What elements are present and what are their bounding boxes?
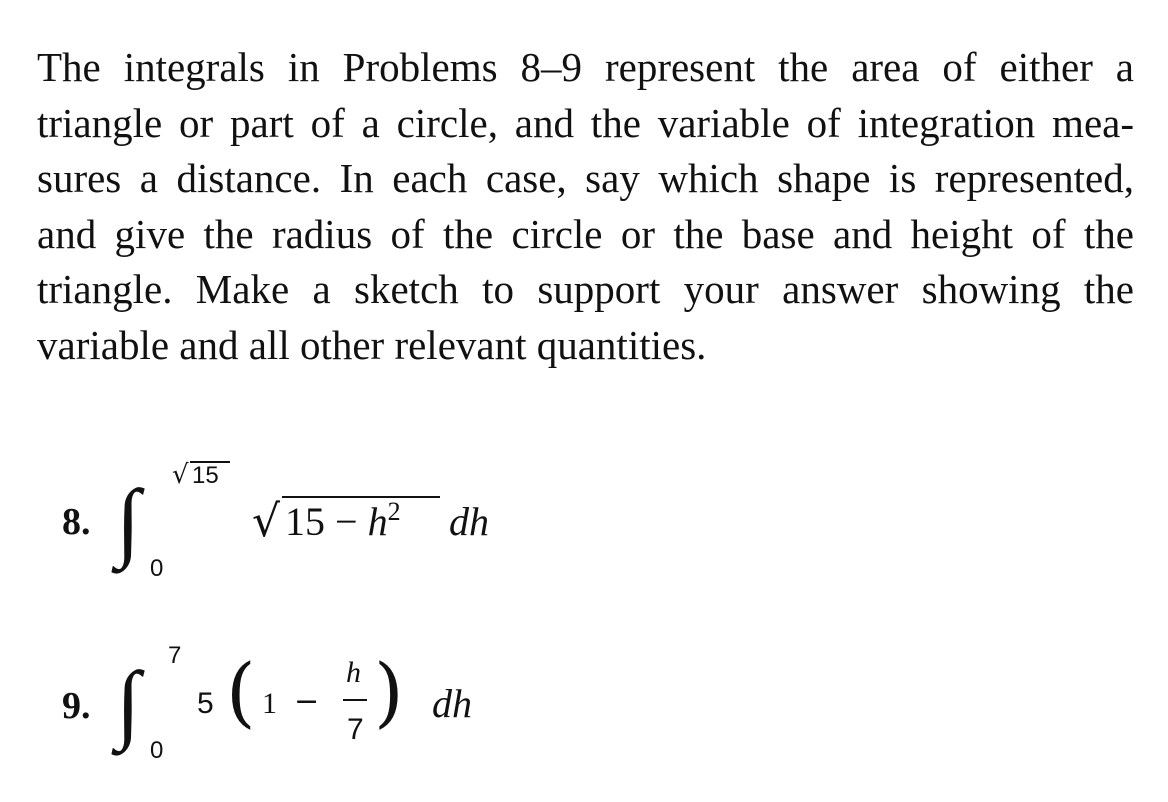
instruction-line: variable and all other relevant quantities. xyxy=(37,321,707,368)
problem-instructions xyxy=(37,40,1134,373)
instruction-line: triangle. Make a sketch to support your answer showing the xyxy=(37,266,1134,312)
upper-limit-root-sign: √ xyxy=(172,460,189,490)
square-root-vinculum xyxy=(282,496,440,498)
lower-limit: 0 xyxy=(150,737,164,764)
differential: dh xyxy=(432,681,472,726)
lower-limit: 0 xyxy=(150,555,164,582)
instruction-line: The integrals in Problems 8–9 represent the area of either a xyxy=(37,44,1134,90)
instruction-line: and give the radius of the circle or the base and height of the xyxy=(37,210,1134,257)
instruction-line: triangle or part of a circle, and the variable of integration mea- xyxy=(37,99,1134,146)
upper-limit-radicand: 15 xyxy=(192,462,219,489)
fraction-numerator: h xyxy=(346,656,361,689)
radicand-constant: 15 xyxy=(285,499,325,544)
square-root-sign: √ xyxy=(252,496,281,547)
minus-sign: − xyxy=(294,684,320,719)
radicand-expression xyxy=(285,497,401,544)
one: 1 xyxy=(262,687,277,720)
fraction-bar xyxy=(343,699,367,701)
problem-number: 9. xyxy=(62,685,91,727)
fraction-denominator: 7 xyxy=(347,713,364,746)
radicand-variable: h xyxy=(367,499,388,544)
problem-number: 8. xyxy=(62,501,91,543)
integral-sign: ∫ xyxy=(116,473,141,570)
differential: dh xyxy=(449,499,489,544)
right-paren: ) xyxy=(374,647,404,736)
minus-sign: − xyxy=(325,499,368,544)
left-paren: ( xyxy=(226,647,256,736)
coefficient: 5 xyxy=(197,687,214,720)
radicand-exponent: 2 xyxy=(387,497,401,526)
upper-limit: 7 xyxy=(168,642,182,669)
instruction-line: sures a distance. In each case, say which shape is represented, xyxy=(37,155,1134,201)
integral-sign: ∫ xyxy=(116,655,141,752)
